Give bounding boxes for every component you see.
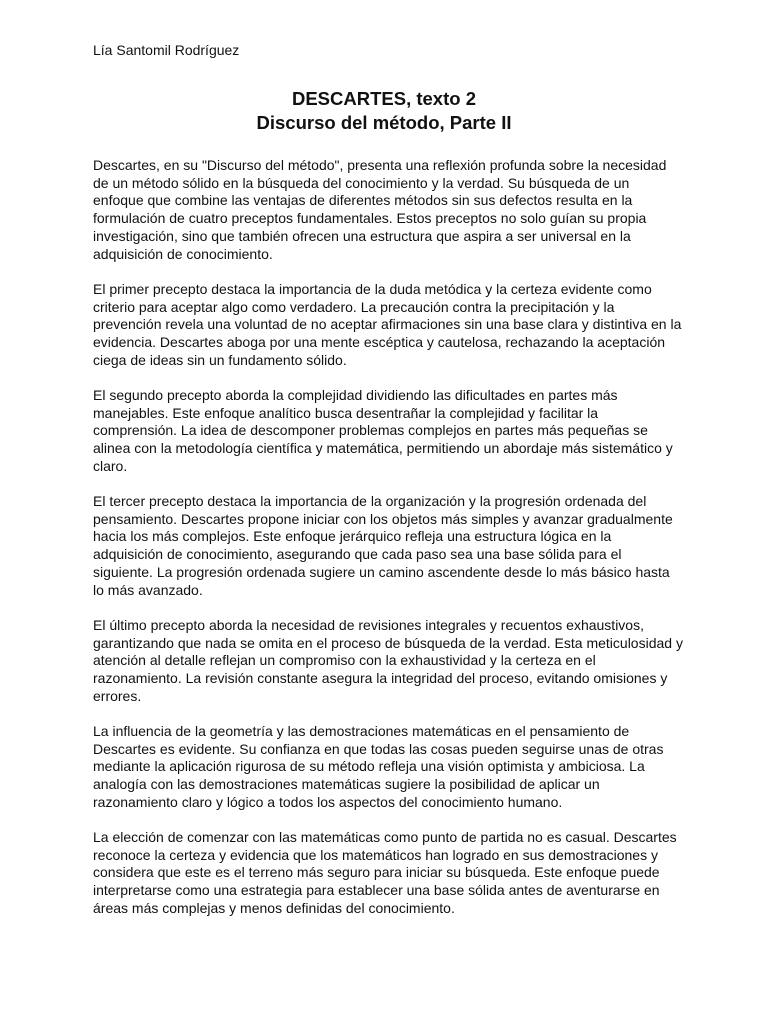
document-title bbox=[0, 87, 768, 135]
paragraph: Descartes, en su "Discurso del método", presenta una reflexión profunda sobre la necesidad de un método sólido en la búsqueda del conocimiento y la verdad. Su búsqueda de un enfoque que combine las ventajas de diferentes métodos sin sus defectos resulta en la formulación de cuatro preceptos fundamentales. Estos preceptos no solo guían su propia investigación, sino que también ofrecen una estructura que aspira a ser universal en la adquisición de conocimiento. bbox=[93, 157, 667, 262]
author-name: Lía Santomil Rodríguez bbox=[93, 42, 240, 58]
title-line-2: Discurso del método, Parte II bbox=[256, 112, 512, 133]
paragraph: El segundo precepto aborda la complejidad dividiendo las dificultades en partes más manejables. Este enfoque analítico busca desentrañar la complejidad y facilitar la comprensión. La idea de descomponer problemas complejos en partes más pequeñas se alinea con la metodología científica y matemática, permitiendo un abordaje más sistemático y claro. bbox=[93, 386, 673, 474]
paragraph: El primer precepto destaca la importancia de la duda metódica y la certeza evidente como criterio para aceptar algo como verdadero. La precaución contra la precipitación y la prevención revela una voluntad de no aceptar afirmaciones sin una base clara y distintiva en la evidencia. Descartes aboga por una mente escéptica y cautelosa, rechazando la aceptación ciega de ideas sin un fundamento sólido. bbox=[93, 280, 682, 368]
paragraph: El último precepto aborda la necesidad de revisiones integrales y recuentos exhaustivos, garantizando que nada se omita en el proceso de búsqueda de la verdad. Esta meticulosidad y atención al detalle reflejan un compromiso con la exhaustividad y la certeza en el razonamiento. La revisión constante asegura la integridad del proceso, evitando omisiones y errores. bbox=[93, 616, 683, 704]
paragraph: La influencia de la geometría y las demostraciones matemáticas en el pensamiento de Descartes es evidente. Su confianza en que todas las cosas pueden seguirse unas de otras mediante la aplicación rigurosa de su método refleja una visión optimista y ambiciosa. La analogía con las demostraciones matemáticas sugiere la posibilidad de aplicar un razonamiento claro y lógico a todos los aspectos del conocimiento humano. bbox=[93, 722, 664, 810]
document-body bbox=[93, 157, 683, 935]
paragraph: El tercer precepto destaca la importancia de la organización y la progresión ordenada del pensamiento. Descartes propone iniciar con los objetos más simples y avanzar gradualmente hacia los más complejos. Este enfoque jerárquico refleja una estructura lógica en la adquisición de conocimiento, asegurando que cada paso sea una base sólida para el siguiente. La progresión ordenada sugiere un camino ascendente desde lo más básico hasta lo más avanzado. bbox=[93, 493, 673, 598]
paragraph: La elección de comenzar con las matemáticas como punto de partida no es casual. Descartes reconoce la certeza y evidencia que los matemáticos han logrado en sus demostraciones y considera que este es el terreno más seguro para iniciar su búsqueda. Este enfoque puede interpretarse como una estrategia para establecer una base sólida antes de aventurarse en áreas más complejas y menos definidas del conocimiento. bbox=[93, 829, 677, 916]
title-line-1: DESCARTES, texto 2 bbox=[291, 88, 476, 109]
